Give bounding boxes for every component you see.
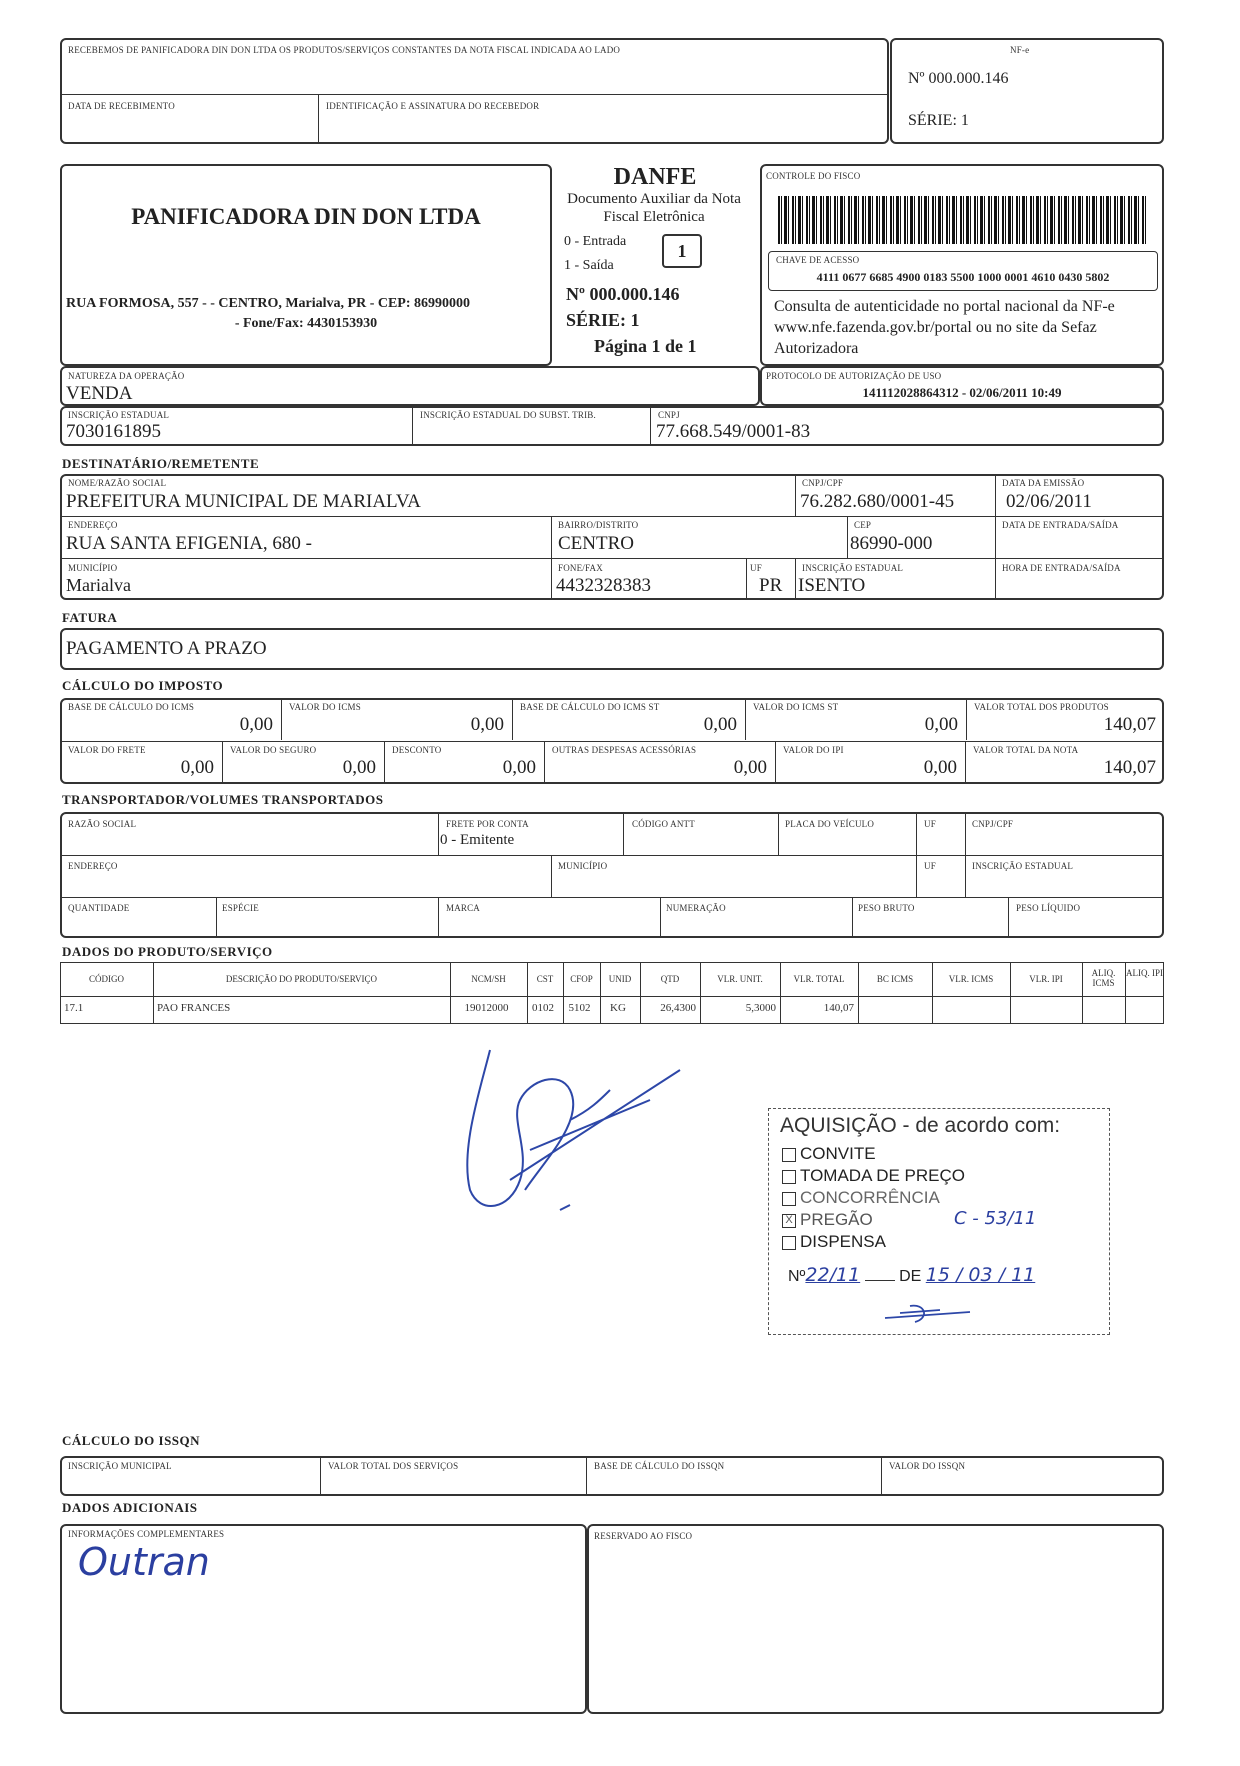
cnpj-label: CNPJ <box>658 410 680 420</box>
issuer-address: RUA FORMOSA, 557 - - CENTRO, Marialva, PR - CEP: 86990000 <box>66 296 471 311</box>
products-col-header: VLR. UNIT. <box>717 974 763 984</box>
tomada-checkbox <box>782 1170 796 1184</box>
recipient-h2 <box>61 558 1163 559</box>
receipt-nfe-label: NF-e <box>1010 45 1030 55</box>
products-col-divider <box>932 963 933 1023</box>
recipient-issue-label: DATA DA EMISSÃO <box>1002 478 1085 488</box>
access-key-label: CHAVE DE ACESSO <box>776 255 860 265</box>
pregao-checkbox: X <box>782 1214 796 1228</box>
issqn-section-title: CÁLCULO DO ISSQN <box>62 1433 201 1448</box>
stamp-number-prefix: Nº <box>788 1268 806 1285</box>
products-col-divider <box>450 963 451 1023</box>
transport-city-label: MUNICÍPIO <box>558 861 608 871</box>
recipient-cep: 86990-000 <box>850 533 933 554</box>
recipient-v-ie <box>795 559 796 599</box>
concorrencia-label: CONCORRÊNCIA <box>800 1188 940 1207</box>
tr-v8 <box>965 856 966 897</box>
products-cell: PAO FRANCES <box>157 1002 231 1014</box>
nature-label: NATUREZA DA OPERAÇÃO <box>68 371 185 381</box>
transport-freight: 0 - Emitente <box>440 832 515 848</box>
recipient-address-label: ENDEREÇO <box>68 520 118 530</box>
nature-value: VENDA <box>66 383 133 404</box>
products-col-header: ALIQ. IPI <box>1126 968 1163 978</box>
tr-v12 <box>852 898 853 937</box>
tax-row1-label: BASE DE CÁLCULO DO ICMS <box>68 702 195 712</box>
recipient-v-uf <box>746 559 747 599</box>
receipt-vdivider <box>318 94 319 143</box>
recipient-cnpj-label: CNPJ/CPF <box>802 478 844 488</box>
tr-v5 <box>965 813 966 855</box>
issqn-label-2: BASE DE CÁLCULO DO ISSQN <box>594 1461 725 1471</box>
transport-section-title: TRANSPORTADOR/VOLUMES TRANSPORTADOS <box>62 792 384 807</box>
transport-antt-label: CÓDIGO ANTT <box>632 819 695 829</box>
danfe-series: SÉRIE: 1 <box>566 310 640 330</box>
ie-div-2 <box>650 407 651 445</box>
tr-v4 <box>916 813 917 855</box>
products-col-header: VLR. IPI <box>1029 974 1063 984</box>
additional-section-title: DADOS ADICIONAIS <box>62 1500 198 1515</box>
issqn-label-1: VALOR TOTAL DOS SERVIÇOS <box>328 1461 459 1471</box>
recipient-ie: ISENTO <box>798 575 866 596</box>
invoice-text: PAGAMENTO A PRAZO <box>66 638 267 659</box>
recipient-uf: PR <box>759 575 783 596</box>
recipient-name: PREFEITURA MUNICIPAL DE MARIALVA <box>66 491 421 512</box>
transport-net-label: PESO LÍQUIDO <box>1016 903 1081 913</box>
transport-gross-label: PESO BRUTO <box>858 903 915 913</box>
tax-row1-value: 0,00 <box>239 714 273 735</box>
cnpj-value: 77.668.549/0001-83 <box>656 421 811 442</box>
danfe-type-box: 1 <box>662 234 702 268</box>
ie-row-box <box>60 406 1164 446</box>
tax-row2-value: 140,07 <box>1103 757 1156 778</box>
products-col-header: QTD <box>660 974 680 984</box>
recipient-io-date-label: DATA DE ENTRADA/SAÍDA <box>1002 520 1119 530</box>
stamp-date: 15 / 03 / 11 <box>925 1264 1036 1286</box>
products-cell: 26,4300 <box>660 1002 696 1014</box>
products-cell: 19012000 <box>464 1002 509 1014</box>
tax-row1-label: VALOR DO ICMS <box>289 702 361 712</box>
receipt-series: SÉRIE: 1 <box>908 112 969 129</box>
transport-uf2-label: UF <box>924 861 936 871</box>
receipt-date-label: DATA DE RECEBIMENTO <box>68 101 175 111</box>
tax-row1-label: VALOR DO ICMS ST <box>753 702 839 712</box>
recipient-phone: 4432328383 <box>556 575 651 596</box>
danfe-page: Página 1 de 1 <box>594 336 697 356</box>
receipt-number: Nº 000.000.146 <box>908 70 1009 87</box>
recipient-section-title: DESTINATÁRIO/REMETENTE <box>62 456 260 471</box>
stamp-title: AQUISIÇÃO - de acordo com: <box>780 1114 1061 1137</box>
danfe-entry: 0 - Entrada <box>564 234 627 249</box>
tax-row2-value: 0,00 <box>180 757 214 778</box>
products-cell: 17.1 <box>64 1002 84 1014</box>
danfe-block <box>552 164 758 366</box>
tax-row1-label: BASE DE CÁLCULO DO ICMS ST <box>520 702 660 712</box>
tr-v11 <box>660 898 661 937</box>
fisco-consult: Consulta de autenticidade no portal nacional da NF-e www.nfe.fazenda.gov.br/portal ou no site da Sefaz Autorizadora <box>774 298 1115 357</box>
tr-v13 <box>1008 898 1009 937</box>
products-col-divider <box>858 963 859 1023</box>
stamp-initials-image <box>880 1298 980 1328</box>
transport-box <box>60 812 1164 938</box>
receipt-sign-label: IDENTIFICAÇÃO E ASSINATURA DO RECEBEDOR <box>326 101 540 111</box>
recipient-address: RUA SANTA EFIGENIA, 680 - <box>66 533 313 554</box>
fisco-reserved-box <box>587 1524 1164 1714</box>
transport-address-label: ENDEREÇO <box>68 861 118 871</box>
tax-section-title: CÁLCULO DO IMPOSTO <box>62 678 224 693</box>
tr-v3 <box>778 813 779 855</box>
products-cell: 5102 <box>568 1002 591 1014</box>
tax-row2-value: 0,00 <box>923 757 957 778</box>
issuer-name: PANIFICADORA DIN DON LTDA <box>131 204 481 229</box>
ie-div-1 <box>412 407 413 445</box>
transport-plate-label: PLACA DO VEÍCULO <box>785 819 875 829</box>
issuer-phone: - Fone/Fax: 4430153930 <box>234 316 378 331</box>
recipient-phone-label: FONE/FAX <box>558 563 603 573</box>
issqn-label-3: VALOR DO ISSQN <box>889 1461 966 1471</box>
tomada-label: TOMADA DE PREÇO <box>800 1166 965 1185</box>
stamp-handwritten-code: C - 53/11 <box>954 1208 1037 1229</box>
tax-row2-label: DESCONTO <box>392 745 442 755</box>
transport-brand-label: MARCA <box>446 903 481 913</box>
recipient-v-cep <box>847 517 848 558</box>
products-cell: 0102 <box>532 1002 554 1014</box>
products-col-header: UNID <box>608 974 632 984</box>
fisco-reserved-label: RESERVADO AO FISCO <box>594 1531 693 1541</box>
transport-h2 <box>61 897 1163 898</box>
recipient-district: CENTRO <box>558 533 634 554</box>
recipient-v-cnpj <box>795 475 796 516</box>
tax-row2-label: VALOR TOTAL DA NOTA <box>973 745 1079 755</box>
products-col-divider <box>153 963 154 1023</box>
tr-v1 <box>438 813 439 855</box>
products-col-divider <box>1010 963 1011 1023</box>
products-col-header: VLR. ICMS <box>948 974 994 984</box>
pregao-label: PREGÃO <box>800 1210 873 1229</box>
tr-v7 <box>916 856 917 897</box>
issqn-v1 <box>320 1457 321 1495</box>
recipient-v-district <box>551 517 552 599</box>
stamp-option-pregao <box>782 1210 873 1230</box>
transport-h1 <box>61 855 1163 856</box>
products-col-divider <box>700 963 701 1023</box>
ie-st-label: INSCRIÇÃO ESTADUAL DO SUBST. TRIB. <box>420 410 596 420</box>
additional-info-handwritten: Outran <box>78 1540 210 1584</box>
recipient-h1 <box>61 516 1163 517</box>
products-col-divider <box>640 963 641 1023</box>
protocol-label: PROTOCOLO DE AUTORIZAÇÃO DE USO <box>766 371 942 381</box>
stamp-option-tomada <box>782 1166 965 1186</box>
tax-row2-value: 0,00 <box>502 757 536 778</box>
recipient-name-label: NOME/RAZÃO SOCIAL <box>68 478 167 488</box>
recipient-district-label: BAIRRO/DISTRITO <box>558 520 639 530</box>
recipient-city-label: MUNICÍPIO <box>68 563 118 573</box>
tr-v2 <box>623 813 624 855</box>
transport-qty-label: QUANTIDADE <box>68 903 130 913</box>
tax-row1-value: 0,00 <box>703 714 737 735</box>
danfe-exit: 1 - Saída <box>564 258 614 273</box>
tax-h <box>61 741 1163 742</box>
tax-row2-label: VALOR DO FRETE <box>68 745 146 755</box>
dispensa-checkbox <box>782 1236 796 1250</box>
protocol-value: 141112028864312 - 02/06/2011 10:49 <box>862 385 1062 400</box>
ie-value: 7030161895 <box>66 421 161 442</box>
tax-row2-label: VALOR DO SEGURO <box>230 745 317 755</box>
products-section-title: DADOS DO PRODUTO/SERVIÇO <box>62 944 273 959</box>
products-col-divider <box>600 963 601 1023</box>
stamp-date-prefix: DE <box>899 1268 922 1285</box>
products-col-header: VLR. TOTAL <box>793 974 845 984</box>
signature-image <box>450 1030 690 1230</box>
stamp-option-concorrencia <box>782 1188 940 1208</box>
recipient-v-date <box>995 475 996 599</box>
tax-row1-value: 140,07 <box>1103 714 1156 735</box>
transport-cnpj-label: CNPJ/CPF <box>972 819 1014 829</box>
products-col-header: NCM/SH <box>471 974 506 984</box>
convite-checkbox <box>782 1148 796 1162</box>
danfe-number: Nº 000.000.146 <box>566 284 680 304</box>
products-header-line <box>61 996 1163 997</box>
issqn-label-0: INSCRIÇÃO MUNICIPAL <box>68 1461 172 1471</box>
products-table <box>60 962 1164 1024</box>
tax-row2-label: VALOR DO IPI <box>783 745 844 755</box>
products-col-divider <box>780 963 781 1023</box>
ie-label: INSCRIÇÃO ESTADUAL <box>68 410 170 420</box>
issqn-v2 <box>586 1457 587 1495</box>
recipient-io-time-label: HORA DE ENTRADA/SAÍDA <box>1002 563 1121 573</box>
products-cell: 5,3000 <box>745 1002 776 1014</box>
tr-v10 <box>438 898 439 937</box>
tax-row2-value: 0,00 <box>733 757 767 778</box>
tax-row2-value: 0,00 <box>342 757 376 778</box>
receipt-statement: RECEBEMOS DE PANIFICADORA DIN DON LTDA OS PRODUTOS/SERVIÇOS CONSTANTES DA NOTA FISCAL INDICADA AO LADO <box>68 45 621 55</box>
transport-kind-label: ESPÉCIE <box>222 903 259 913</box>
concorrencia-checkbox <box>782 1192 796 1206</box>
products-col-header: CÓDIGO <box>89 974 124 984</box>
products-cell: 140,07 <box>823 1002 854 1014</box>
tax-row2-label: OUTRAS DESPESAS ACESSÓRIAS <box>552 745 697 755</box>
transport-numbering-label: NUMERAÇÃO <box>666 903 726 913</box>
fisco-control-label: CONTROLE DO FISCO <box>766 171 861 181</box>
products-col-header: DESCRIÇÃO DO PRODUTO/SERVIÇO <box>225 974 378 984</box>
recipient-cnpj: 76.282.680/0001-45 <box>800 491 955 512</box>
products-col-divider <box>527 963 528 1023</box>
convite-label: CONVITE <box>800 1144 876 1163</box>
issqn-v3 <box>881 1457 882 1495</box>
tax-row1-value: 0,00 <box>470 714 504 735</box>
receipt-divider <box>61 94 888 95</box>
tr-v6 <box>551 856 552 897</box>
additional-info-label: INFORMAÇÕES COMPLEMENTARES <box>68 1529 225 1539</box>
stamp-number: 22/11 <box>805 1264 861 1286</box>
stamp-option-dispensa <box>782 1232 886 1252</box>
barcode-image <box>778 196 1146 244</box>
products-col-header: CFOP <box>570 974 593 984</box>
recipient-uf-label: UF <box>750 563 762 573</box>
tr-v9 <box>216 898 217 937</box>
recipient-city: Marialva <box>66 575 131 595</box>
transport-ie-label: INSCRIÇÃO ESTADUAL <box>972 861 1074 871</box>
recipient-cep-label: CEP <box>854 520 872 530</box>
stamp-option-convite <box>782 1144 876 1164</box>
products-col-header: BC ICMS <box>876 974 914 984</box>
danfe-subtitle: Documento Auxiliar da Nota Fiscal Eletrônica <box>567 191 741 225</box>
recipient-issue: 02/06/2011 <box>1006 491 1092 512</box>
products-col-header: CST <box>536 974 554 984</box>
products-cell: KG <box>610 1002 626 1014</box>
access-key: 4111 0677 6685 4900 0183 5500 1000 0001 4610 0430 5802 <box>816 270 1110 284</box>
stamp-number-row <box>788 1264 1035 1286</box>
danfe-title: DANFE <box>613 164 697 190</box>
issuer-box <box>60 164 552 366</box>
transport-freight-label: FRETE POR CONTA <box>446 819 529 829</box>
transport-name-label: RAZÃO SOCIAL <box>68 819 137 829</box>
dispensa-label: DISPENSA <box>800 1232 886 1251</box>
tax-row1-value: 0,00 <box>924 714 958 735</box>
transport-uf-label: UF <box>924 819 936 829</box>
products-col-header: ALIQ. ICMS <box>1091 968 1116 988</box>
products-col-divider <box>563 963 564 1023</box>
recipient-ie-label: INSCRIÇÃO ESTADUAL <box>802 563 904 573</box>
invoice-section-title: FATURA <box>62 610 118 625</box>
tax-row1-label: VALOR TOTAL DOS PRODUTOS <box>974 702 1109 712</box>
